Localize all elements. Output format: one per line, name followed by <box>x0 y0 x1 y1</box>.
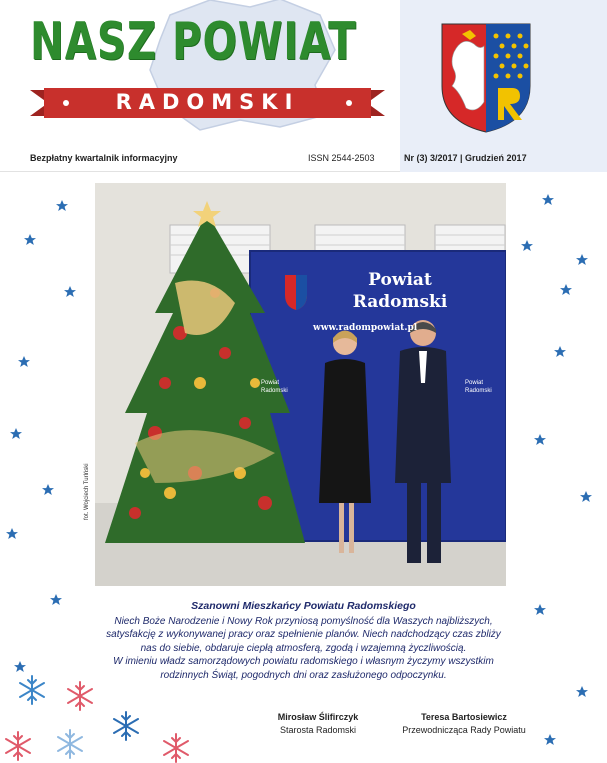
signature-name: Mirosław Ślifirczyk <box>277 712 359 722</box>
publication-type: Bezpłatny kwartalnik informacyjny <box>30 153 178 163</box>
issn-number: ISSN 2544-2503 <box>308 153 375 163</box>
snowflakes-decoration <box>0 648 210 763</box>
photo-credit: fot. Wojciech Turlński <box>84 463 90 520</box>
banner-small-label-2: Powiat Radomski <box>465 380 492 394</box>
greeting-line: rodzinnych Świąt, pogodnych dni oraz zasłużonego odpoczynku. <box>160 669 447 681</box>
issue-number: Nr (3) 3/2017 | Grudzień 2017 <box>404 153 527 163</box>
county-crest-icon <box>440 22 532 134</box>
greeting-heading: Szanowni Mieszkańcy Powiatu Radomskiego <box>191 600 416 612</box>
signature-role: Przewodnicząca Rady Powiatu <box>402 725 526 735</box>
banner-line-radomski: Radomski <box>352 292 448 312</box>
banner-url: www.radompowiat.pl <box>313 323 418 333</box>
greeting-line: satysfakcję z wykonywanej pracy oraz spełnienie planów. Niech nadchodzący czas zbliży <box>106 629 501 641</box>
signature-chairwoman <box>388 712 540 735</box>
masthead-subtitle: RADOMSKI <box>115 90 300 114</box>
masthead-title: NASZ POWIAT <box>30 12 357 72</box>
signature-role: Starosta Radomski <box>279 725 357 735</box>
banner-line-powiat: Powiat <box>368 270 432 290</box>
signature-starosta <box>248 712 388 735</box>
banner-small-label-1: Powiat Radomski <box>261 380 288 394</box>
greeting-line: W imieniu władz samorządowych powiatu radomskiego i własnym życzymy wszystkim <box>113 656 494 668</box>
info-bar <box>0 145 607 172</box>
greeting-line: Niech Boże Narodzenie i Nowy Rok przyniosą pomyślność dla Waszych najbliższych, <box>114 616 493 627</box>
cover-photo <box>95 183 506 586</box>
signature-name: Teresa Bartosiewicz <box>421 712 507 722</box>
greeting-line: nas do siebie, obdaruje ciepłą atmosferą, zgodą i wzajemną życzliwością. <box>140 642 467 654</box>
